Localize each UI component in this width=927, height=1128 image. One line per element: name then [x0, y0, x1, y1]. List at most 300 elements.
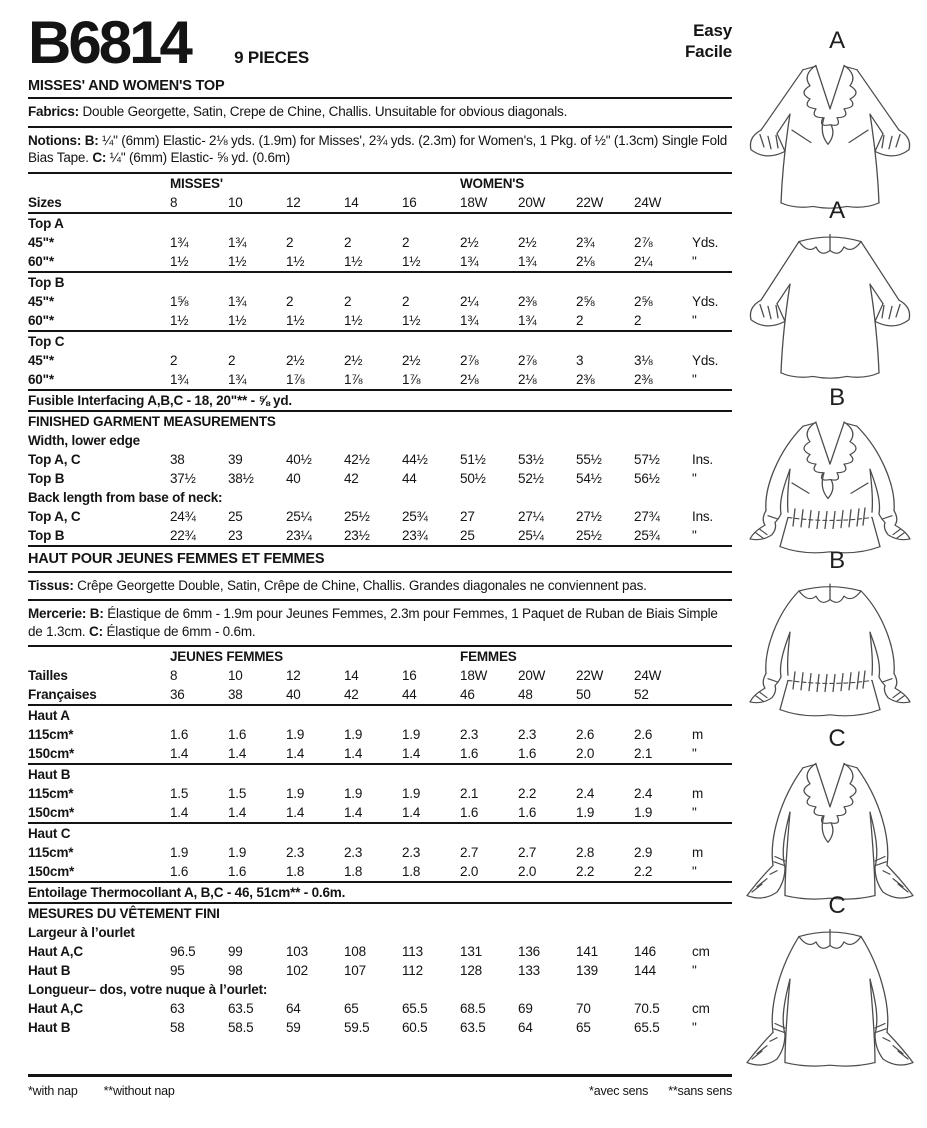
- table-cell: 1.6: [460, 805, 479, 820]
- table-cell: Haut B: [28, 963, 71, 978]
- table-cell: 24¾: [170, 508, 196, 524]
- table-cell: 3⅛: [634, 352, 653, 368]
- table-row: [28, 390, 732, 411]
- table-cell: 2.1: [634, 746, 653, 761]
- table-cell: 12: [286, 668, 301, 683]
- title-fr: HAUT POUR JEUNES FEMMES ET FEMMES: [28, 545, 732, 573]
- table-cell: Ins.: [692, 508, 713, 524]
- difficulty-en: Easy: [693, 21, 732, 40]
- table-cell: 1.6: [228, 727, 247, 742]
- table-cell: 50: [576, 687, 591, 702]
- table-cell: 2.2: [576, 864, 595, 879]
- table-cell: Top B: [28, 272, 732, 292]
- table-cell: 3: [576, 352, 584, 368]
- table-row: [28, 803, 732, 823]
- table-cell: 37½: [170, 470, 196, 486]
- table-cell: 2.3: [344, 845, 363, 860]
- table-cell: 1.4: [286, 746, 305, 761]
- table-row: [28, 370, 732, 390]
- table-row: [28, 903, 732, 923]
- table-cell: 2.7: [518, 845, 537, 860]
- table-cell: 10: [228, 668, 243, 683]
- table-cell: 146: [634, 944, 656, 959]
- garment-view-b-back: [735, 548, 925, 720]
- table-cell: 69: [518, 1001, 533, 1016]
- table-cell: 25¼: [518, 527, 544, 543]
- table-cell: 2: [634, 312, 642, 328]
- notions-text: [28, 128, 732, 174]
- table-cell: 22W: [576, 668, 604, 683]
- footnote-without-nap: **without nap: [103, 1084, 175, 1098]
- table-cell: 2½: [344, 352, 363, 368]
- table-cell: 16: [402, 194, 417, 210]
- table-cell: 2.3: [460, 727, 479, 742]
- table-cell: ": [692, 963, 697, 978]
- table-cell: 113: [402, 944, 423, 959]
- table-cell: 1.5: [170, 786, 189, 801]
- table-row: [28, 331, 732, 351]
- table-cell: 1.9: [170, 845, 189, 860]
- table-cell: 2¾: [576, 234, 595, 250]
- table-cell: 1.6: [518, 746, 537, 761]
- table-cell: 51½: [460, 451, 486, 467]
- table-cell: 60"*: [28, 312, 54, 328]
- table-cell: 38: [228, 687, 243, 702]
- table-cell: 1½: [402, 312, 421, 328]
- table-cell: Top A: [28, 213, 732, 233]
- table-row: [28, 882, 732, 903]
- table-cell: 1.9: [576, 805, 595, 820]
- table-cell: Top B: [28, 470, 65, 486]
- mercerie-text: [28, 601, 732, 647]
- table-cell: 1⅞: [344, 371, 363, 387]
- table-cell: 2.2: [634, 864, 653, 879]
- view-c-label: C: [828, 725, 846, 752]
- table-cell: 2.4: [634, 786, 653, 801]
- table-cell: 2⅛: [576, 253, 595, 269]
- table-row: [28, 292, 732, 311]
- table-cell: 1⅞: [286, 371, 305, 387]
- table-cell: 1.9: [344, 727, 363, 742]
- table-cell: Top A, C: [28, 451, 81, 467]
- table-cell: 18W: [460, 668, 488, 683]
- table-row: [28, 862, 732, 882]
- table-cell: 2⅜: [576, 371, 595, 387]
- table-row: [28, 784, 732, 803]
- table-row: [28, 705, 732, 725]
- table-cell: 45"*: [28, 352, 54, 368]
- table-cell: 38: [170, 451, 185, 467]
- table-cell: 23: [228, 527, 243, 543]
- table-cell: 45"*: [28, 293, 54, 309]
- pattern-number: B6814: [28, 9, 190, 76]
- view-a-label: A: [829, 27, 845, 54]
- table-cell: 45"*: [28, 234, 54, 250]
- garment-view-c-front: [735, 726, 925, 908]
- table-cell: 1¾: [518, 253, 537, 269]
- table-row: [28, 764, 732, 784]
- table-cell: 65.5: [634, 1020, 660, 1035]
- table-cell: 63.5: [228, 1001, 254, 1016]
- footnote-sans-sens: **sans sens: [668, 1084, 732, 1098]
- footnote-with-nap: *with nap: [28, 1084, 78, 1098]
- table-cell: 150cm*: [28, 805, 75, 820]
- table-cell: 54½: [576, 470, 602, 486]
- table-cell: 2⅝: [634, 293, 653, 309]
- table-cell: 12: [286, 194, 301, 210]
- table-cell: 42½: [344, 451, 370, 467]
- table-cell: 10: [228, 194, 243, 210]
- table-cell: ": [692, 805, 697, 820]
- table-cell: 46: [460, 687, 475, 702]
- table-cell: 60.5: [402, 1020, 428, 1035]
- table-cell: 1.8: [286, 864, 305, 879]
- table-cell: 1.6: [170, 727, 189, 742]
- table-row: [28, 450, 732, 469]
- table-cell: 27½: [576, 508, 602, 524]
- fabrics-text: [28, 99, 732, 128]
- table-cell: 23¾: [402, 527, 428, 543]
- table-cell: Top C: [28, 331, 732, 351]
- table-cell: MISSES': [170, 175, 223, 191]
- table-cell: ": [692, 371, 697, 387]
- table-cell: 96.5: [170, 944, 196, 959]
- table-cell: 2.1: [460, 786, 479, 801]
- table-cell: [692, 666, 732, 685]
- table-row: [28, 999, 732, 1018]
- table-cell: 25½: [576, 527, 602, 543]
- table-cell: 95: [170, 963, 185, 978]
- table-cell: 2¼: [634, 253, 653, 269]
- table-cell: Longueur– dos, votre nuque à l’ourlet:: [28, 982, 268, 997]
- text-segment: Fabrics:: [28, 104, 83, 119]
- table-cell: [692, 193, 732, 213]
- table-cell: 44: [402, 687, 417, 702]
- table-cell: 2.6: [634, 727, 653, 742]
- table-row: [28, 272, 732, 292]
- table-cell: 2.7: [460, 845, 479, 860]
- text-segment: Notions: B:: [28, 132, 103, 148]
- table-cell: 60"*: [28, 253, 54, 269]
- table-cell: 1½: [228, 253, 247, 269]
- table-cell: JEUNES FEMMES: [170, 649, 283, 664]
- table-cell: 115cm*: [28, 845, 74, 860]
- table-cell: 24W: [634, 668, 662, 683]
- garment-view-a-front: [735, 28, 925, 210]
- table-cell: 65: [344, 1001, 359, 1016]
- table-cell: 136: [518, 944, 540, 959]
- table-cell: m: [692, 845, 704, 860]
- table-cell: Françaises: [28, 687, 97, 702]
- table-cell: 1¾: [460, 253, 479, 269]
- table-cell: 1¾: [518, 312, 537, 328]
- table-cell: 42: [344, 687, 359, 702]
- table-cell: 27: [460, 508, 475, 524]
- table-cell: 112: [402, 963, 423, 978]
- table-cell: 27¾: [634, 508, 660, 524]
- table-cell: 2.6: [576, 727, 595, 742]
- table-cell: 1.9: [402, 786, 421, 801]
- table-row: [28, 725, 732, 744]
- difficulty-badge: [685, 20, 732, 62]
- table-cell: 2: [170, 352, 178, 368]
- tissus-text: [28, 573, 732, 602]
- table-cell: 131: [460, 944, 482, 959]
- table-cell: 53½: [518, 451, 544, 467]
- table-cell: ": [692, 746, 697, 761]
- table-cell: ": [692, 864, 697, 879]
- table-cell: 2⅞: [518, 352, 537, 368]
- table-cell: 150cm*: [28, 864, 75, 879]
- table-row: [28, 843, 732, 862]
- table-cell: 63: [170, 1001, 185, 1016]
- table-cell: 2: [402, 234, 410, 250]
- table-cell: 42: [344, 470, 359, 486]
- table-cell: FEMMES: [460, 649, 517, 664]
- table-cell: 1.4: [228, 746, 247, 761]
- table-cell: 144: [634, 963, 656, 978]
- table-cell: 23½: [344, 527, 370, 543]
- table-cell: Back length from base of neck:: [28, 489, 223, 505]
- table-row: [28, 488, 732, 507]
- table-cell: 1⅞: [402, 371, 421, 387]
- footnotes-en: [28, 1084, 201, 1098]
- table-cell: Yds.: [692, 352, 719, 368]
- text-segment: Mercerie: B:: [28, 606, 108, 621]
- table-row: [28, 252, 732, 272]
- table-cell: 59: [286, 1020, 301, 1035]
- table-cell: 1.6: [460, 746, 479, 761]
- table-cell: cm: [692, 944, 710, 959]
- header: [28, 9, 732, 76]
- table-cell: 2: [344, 293, 352, 309]
- table-cell: Haut C: [28, 823, 732, 843]
- blouse-a-front-drawing: [735, 52, 925, 210]
- table-row: [28, 507, 732, 526]
- table-cell: 63.5: [460, 1020, 486, 1035]
- table-cell: Top A, C: [28, 508, 81, 524]
- table-cell: 2⅜: [518, 293, 537, 309]
- table-cell: 2⅝: [576, 293, 595, 309]
- table-cell: 1⅝: [170, 293, 189, 309]
- table-cell: Haut A,C: [28, 1001, 83, 1016]
- table-row: [28, 174, 732, 193]
- table-row: [28, 823, 732, 843]
- table-cell: 98: [228, 963, 243, 978]
- table-row: [28, 980, 732, 999]
- table-cell: 2.0: [576, 746, 595, 761]
- table-cell: 2: [576, 312, 584, 328]
- table-cell: Entoilage Thermocollant A, B,C - 46, 51cm** - 0.6m.: [28, 882, 732, 903]
- table-cell: 70: [576, 1001, 591, 1016]
- table-cell: 14: [344, 194, 359, 210]
- table-cell: 59.5: [344, 1020, 370, 1035]
- table-cell: 1.6: [518, 805, 537, 820]
- table-cell: ": [692, 527, 697, 543]
- table-cell: 1.9: [286, 786, 305, 801]
- table-cell: 1½: [286, 253, 305, 269]
- table-cell: 1½: [170, 253, 189, 269]
- table-cell: 1.6: [170, 864, 189, 879]
- title-en: MISSES' AND WOMEN'S TOP: [28, 76, 732, 99]
- table-cell: 1.4: [344, 805, 363, 820]
- table-cell: 2: [402, 293, 410, 309]
- yardage-table-fr: [28, 647, 732, 1037]
- table-cell: ": [692, 470, 697, 486]
- table-cell: 1.9: [402, 727, 421, 742]
- table-cell: [28, 174, 170, 193]
- table-cell: 1.4: [402, 746, 421, 761]
- table-cell: ": [692, 312, 697, 328]
- table-cell: Fusible Interfacing A,B,C - 18, 20"** - ⅝ yd.: [28, 390, 732, 411]
- table-cell: Haut A: [28, 705, 732, 725]
- table-cell: 24W: [634, 194, 662, 210]
- text-segment: C:: [89, 623, 107, 639]
- table-cell: 25: [460, 527, 475, 543]
- table-cell: Tailles: [28, 668, 68, 683]
- table-row: [28, 961, 732, 980]
- table-row: [28, 666, 732, 685]
- table-cell: 25¼: [286, 508, 312, 524]
- table-cell: 1¾: [228, 293, 247, 309]
- table-cell: 52: [634, 687, 649, 702]
- table-cell: 2½: [518, 234, 537, 250]
- table-row: [28, 213, 732, 233]
- table-cell: 1.9: [286, 727, 305, 742]
- table-cell: 64: [286, 1001, 301, 1016]
- footnotes-fr: [569, 1084, 732, 1098]
- blouse-c-front-drawing: [735, 750, 925, 908]
- garment-view-c-back: [735, 893, 925, 1075]
- yardage-table-en: [28, 174, 732, 545]
- table-cell: 2.4: [576, 786, 595, 801]
- table-cell: 8: [170, 194, 178, 210]
- table-cell: 2: [228, 352, 236, 368]
- table-cell: 1.4: [286, 805, 305, 820]
- table-cell: 1.9: [634, 805, 653, 820]
- table-cell: 1.9: [344, 786, 363, 801]
- table-cell: 44½: [402, 451, 428, 467]
- text-segment: Élastique de 6mm - 0.6m.: [106, 623, 256, 639]
- table-cell: 44: [402, 470, 417, 486]
- table-cell: 1½: [344, 312, 363, 328]
- blouse-c-back-drawing: [735, 917, 925, 1075]
- difficulty-fr: Facile: [685, 42, 732, 61]
- table-cell: 1.6: [228, 864, 247, 879]
- table-cell: 16: [402, 668, 417, 683]
- table-cell: 64: [518, 1020, 533, 1035]
- table-cell: 2½: [286, 352, 305, 368]
- table-cell: 56½: [634, 470, 660, 486]
- table-cell: 8: [170, 668, 178, 683]
- view-a-back-label: A: [829, 197, 845, 224]
- table-row: [28, 411, 732, 431]
- table-cell: 20W: [518, 194, 546, 210]
- table-cell: 50½: [460, 470, 486, 486]
- table-cell: 2.3: [286, 845, 305, 860]
- table-cell: 1½: [170, 312, 189, 328]
- table-cell: 128: [460, 963, 482, 978]
- table-cell: 23¼: [286, 527, 312, 543]
- table-row: [28, 469, 732, 488]
- table-cell: 2⅞: [460, 352, 479, 368]
- table-row: [28, 431, 732, 450]
- table-cell: 107: [344, 963, 366, 978]
- table-cell: m: [692, 786, 704, 801]
- table-cell: Haut A,C: [28, 944, 83, 959]
- table-cell: 18W: [460, 194, 488, 210]
- table-cell: 1.8: [344, 864, 363, 879]
- table-cell: 1½: [344, 253, 363, 269]
- blouse-b-back-drawing: [735, 572, 925, 720]
- table-cell: 70.5: [634, 1001, 660, 1016]
- table-cell: 20W: [518, 668, 546, 683]
- table-cell: 68.5: [460, 1001, 486, 1016]
- table-cell: 1¾: [170, 234, 189, 250]
- table-cell: 2.0: [518, 864, 537, 879]
- table-cell: 2.0: [460, 864, 479, 879]
- table-cell: FINISHED GARMENT MEASUREMENTS: [28, 411, 732, 431]
- table-cell: 48: [518, 687, 533, 702]
- text-segment: Double Georgette, Satin, Crepe de Chine, Challis. Unsuitable for obvious diagonals.: [82, 104, 568, 119]
- table-cell: 1.9: [228, 845, 247, 860]
- table-cell: 139: [576, 963, 598, 978]
- table-cell: 1¾: [228, 371, 247, 387]
- table-cell: 1.4: [170, 746, 189, 761]
- table-cell: 115cm*: [28, 727, 74, 742]
- table-cell: 115cm*: [28, 786, 74, 801]
- table-cell: 1.4: [228, 805, 247, 820]
- table-row: [28, 923, 732, 942]
- table-cell: 25: [228, 508, 243, 524]
- table-cell: 2.8: [576, 845, 595, 860]
- table-cell: 103: [286, 944, 308, 959]
- table-cell: 52½: [518, 470, 544, 486]
- text-segment: ¼" (6mm) Elastic- 2⅛ yds. (1.9m) for Misses', 2¾ yds. (2.3m) for Women's, 1 Pkg. of ½" (1.3cm) Single Fold Bias Tape.: [28, 132, 728, 165]
- text-segment: Crêpe Georgette Double, Satin, Crêpe de Chine, Challis. Grandes diagonales ne conviennent pas.: [77, 577, 647, 593]
- table-cell: 2.9: [634, 845, 653, 860]
- view-b-back-label: B: [829, 547, 845, 574]
- table-cell: 2½: [402, 352, 421, 368]
- text-segment: ¼" (6mm) Elastic- ⅝ yd. (0.6m): [109, 150, 291, 165]
- table-cell: 2⅛: [518, 371, 537, 387]
- table-cell: 2½: [460, 234, 479, 250]
- table-cell: 1½: [286, 312, 305, 328]
- table-cell: Yds.: [692, 293, 719, 309]
- table-cell: 2⅞: [634, 234, 653, 250]
- table-cell: 2⅛: [460, 371, 479, 387]
- table-row: [28, 744, 732, 764]
- garment-view-b-front: [735, 385, 925, 557]
- blouse-b-front-drawing: [735, 409, 925, 557]
- table-row: [28, 526, 732, 545]
- table-cell: 14: [344, 668, 359, 683]
- table-cell: 1½: [402, 253, 421, 269]
- footnote-avec-sens: *avec sens: [589, 1084, 649, 1098]
- table-cell: ": [692, 253, 697, 269]
- table-cell: 1.4: [170, 805, 189, 820]
- table-cell: 65.5: [402, 1001, 428, 1016]
- table-row: [28, 233, 732, 252]
- view-c-back-label: C: [828, 892, 846, 919]
- table-cell: 25¾: [402, 508, 428, 524]
- table-cell: cm: [692, 1001, 710, 1016]
- text-segment: C:: [92, 150, 110, 165]
- table-row: [28, 685, 732, 705]
- table-cell: 38½: [228, 470, 254, 486]
- table-cell: Yds.: [692, 234, 719, 250]
- table-cell: ": [692, 1020, 697, 1035]
